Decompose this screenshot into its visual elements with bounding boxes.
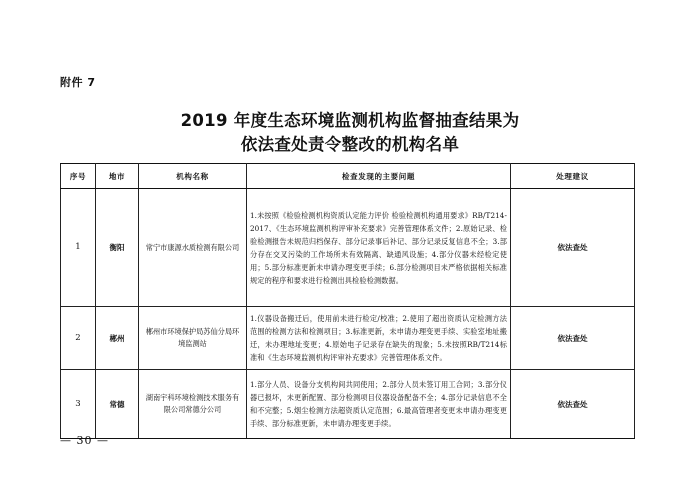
table-row	[61, 189, 635, 307]
row-index: 2	[61, 307, 96, 370]
row-org-name: 郴州市环境保护局苏仙分局环境监测站	[139, 307, 247, 370]
row-org-name: 湖南宇科环境检测技术服务有限公司常德分公司	[139, 370, 247, 439]
page-number: — 30 —	[60, 434, 109, 447]
row-suggestion: 依法查处	[511, 307, 635, 370]
table-row	[61, 370, 635, 439]
table-header-row	[61, 164, 635, 189]
table-row	[61, 307, 635, 370]
document-title-line-1: 2019 年度生态环境监测机构监督抽查结果为	[180, 111, 520, 130]
row-org-name: 常宁市康源水质检测有限公司	[139, 189, 247, 307]
row-issues: 1.部分人员、设备分支机构间共同使用；2.部分人员未签订用工合同；3.部分仪器已报坏，未更新配置、部分检测项目仪器设备配备不全；4.部分记录信息不全和不完整；5.烟尘检测方法超资质认定范围；6.最高管理者变更未申请办理变更手续、部分标准更新，未申请办理变更手续。	[247, 370, 511, 439]
row-issues: 1.仪器设备搬迁后，使用前未进行检定/校准；2.使用了超出资质认定检测方法范围的检测方法和检测项目；3.标准更新，未申请办理变更手续、实验室地址搬迁，未办理地址变更；4.原始电子记录存在缺失的现象；5.未按照RB/T214标准和《生态环境监测机构评审补充要求》完善管理体系文件。	[247, 307, 511, 370]
row-city: 常德	[96, 370, 139, 439]
row-suggestion: 依法查处	[511, 189, 635, 307]
header-index: 序号	[61, 164, 96, 189]
row-index: 3	[61, 370, 96, 439]
row-issues: 1.未按照《检验检测机构资质认定能力评价 检验检测机构通用要求》RB/T214-2017、《生态环境监测机构评审补充要求》完善管理体系文件；2.原始记录、检验检测报告未规范归档保存、部分记录事后补记、部分记录反复信息不全；3.部分存在交叉污染的工作场所未有效隔离、缺通风设施；4.部分仪器未经检定使用；5.部分标准更新未申请办理变更手续；6.部分检测项目未严格依据相关标准规定的程序和要求进行检测出具检验检测数据。	[247, 189, 511, 307]
row-city: 衡阳	[96, 189, 139, 307]
row-index: 1	[61, 189, 96, 307]
row-suggestion: 依法查处	[511, 370, 635, 439]
results-table	[60, 163, 635, 439]
row-city: 郴州	[96, 307, 139, 370]
header-main-issues: 检查发现的主要问题	[247, 164, 511, 189]
attachment-label: 附件 7	[60, 76, 96, 89]
header-org-name: 机构名称	[139, 164, 247, 189]
header-suggestion: 处理建议	[511, 164, 635, 189]
document-title-line-2: 依法查处责令整改的机构名单	[240, 135, 460, 154]
header-city: 地市	[96, 164, 139, 189]
